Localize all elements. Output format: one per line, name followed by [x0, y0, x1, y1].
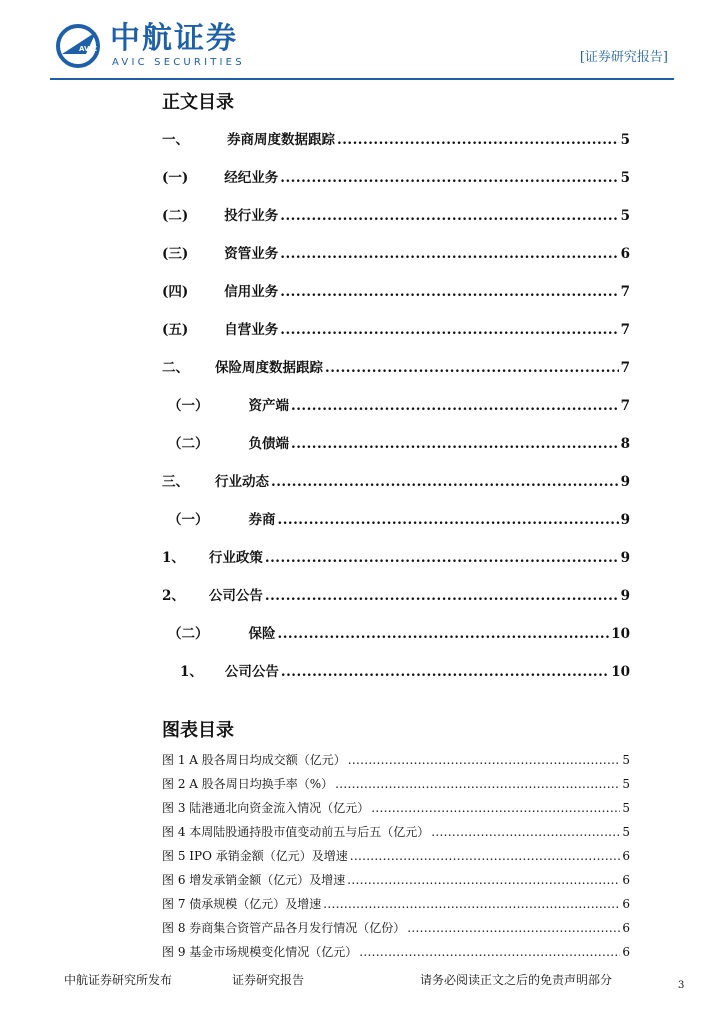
toc-entry-title: 资管业务	[224, 246, 279, 262]
toc-leader-dots	[278, 511, 619, 529]
figure-entry-page: 5	[622, 825, 630, 839]
toc-entry[interactable]	[168, 625, 630, 643]
toc-entry-title: 资产端	[248, 398, 289, 414]
figure-entry-title: 图 1 A 股各周日均成交额（亿元）	[162, 753, 346, 767]
toc-entry-number: （二）	[168, 436, 209, 452]
toc-entry-page: 10	[611, 664, 630, 680]
toc-entry-page: 9	[620, 588, 630, 604]
footer-publisher: 中航证券研究所发布	[64, 973, 173, 987]
toc-entry-page: 9	[620, 474, 630, 490]
header-divider	[50, 78, 674, 80]
toc-entry-page: 7	[620, 398, 630, 414]
footer-disclaimer: 请务必阅读正文之后的免责声明部分	[420, 973, 613, 987]
toc-entry-page: 5	[620, 132, 630, 148]
toc-entry-page: 5	[620, 208, 630, 224]
toc-entry-title: 投行业务	[224, 208, 279, 224]
avic-logo-icon	[56, 24, 100, 68]
toc-leader-dots	[325, 359, 619, 377]
toc-entry-title: 保险	[248, 626, 276, 642]
toc-entry-title: 公司公告	[208, 588, 263, 604]
figure-entry-title: 图 9 基金市场规模变化情况（亿元）	[162, 945, 358, 959]
toc-leader-dots	[280, 321, 618, 339]
toc-entry-page: 7	[620, 322, 630, 338]
toc-leader-dots	[280, 207, 618, 225]
logo-english-name: AVIC SECURITIES	[112, 57, 245, 68]
toc-entry-title: 行业动态	[215, 474, 269, 490]
figure-entry-page: 5	[622, 777, 630, 791]
toc-entry[interactable]	[180, 663, 630, 681]
toc-entry-number: （一）	[168, 512, 209, 528]
toc-entry-title: 券商周度数据跟踪	[227, 132, 335, 148]
figure-entry[interactable]	[162, 920, 630, 936]
figure-entry[interactable]	[162, 800, 630, 816]
toc-entry-number: 1、	[162, 550, 185, 566]
figure-leader-dots	[350, 848, 621, 864]
toc-entry-title: 自营业务	[224, 322, 279, 338]
toc-entry-page: 7	[620, 360, 630, 376]
toc-entry[interactable]	[162, 245, 630, 263]
figure-entry[interactable]	[162, 944, 630, 960]
toc-entry[interactable]	[168, 511, 630, 529]
toc-entry[interactable]	[162, 207, 630, 225]
toc-entry-number: 二、	[162, 360, 189, 376]
page-number: 3	[678, 980, 685, 991]
figure-entry[interactable]	[162, 872, 630, 888]
toc-leader-dots	[280, 283, 618, 301]
figure-entry-title: 图 5 IPO 承销金额（亿元）及增速	[162, 849, 348, 863]
figure-entry-page: 6	[622, 897, 630, 911]
toc-entry[interactable]	[162, 169, 630, 187]
logo-mark-text: AVIC	[79, 45, 98, 53]
toc-leader-dots	[337, 131, 619, 149]
figure-leader-dots	[359, 944, 620, 960]
toc-title: 正文目录	[162, 92, 234, 113]
page-header	[0, 0, 724, 82]
toc-entry[interactable]	[162, 321, 630, 339]
figure-entry-title: 图 7 债承规模（亿元）及增速	[162, 897, 322, 911]
toc-entry-page: 8	[620, 436, 630, 452]
toc-entry[interactable]	[162, 131, 630, 149]
figure-entry-page: 5	[622, 801, 630, 815]
figure-entry[interactable]	[162, 896, 630, 912]
toc-entry[interactable]	[168, 397, 630, 415]
figure-leader-dots	[431, 824, 620, 840]
figure-entry-title: 图 6 增发承销金额（亿元）及增速	[162, 873, 346, 887]
toc-leader-dots	[291, 397, 619, 415]
figure-leader-dots	[347, 872, 620, 888]
toc-entry-number: (四)	[162, 284, 189, 300]
toc-entry-number: 一、	[162, 132, 189, 148]
figure-entry-page: 6	[622, 945, 630, 959]
toc-leader-dots	[291, 435, 619, 453]
figures-title: 图表目录	[162, 720, 234, 741]
toc-leader-dots	[280, 245, 618, 263]
toc-entry-number: 2、	[162, 588, 185, 604]
figure-leader-dots	[335, 776, 620, 792]
toc-leader-dots	[265, 549, 619, 567]
toc-entry-title: 券商	[248, 512, 276, 528]
figure-entry[interactable]	[162, 824, 630, 840]
toc-entry[interactable]	[162, 283, 630, 301]
figure-entry-title: 图 8 券商集合资管产品各月发行情况（亿份）	[162, 921, 406, 935]
toc-entry[interactable]	[162, 587, 630, 605]
toc-entry-number: （二）	[168, 626, 209, 642]
toc-entry-title: 信用业务	[224, 284, 279, 300]
figure-leader-dots	[371, 800, 620, 816]
figure-entry-title: 图 3 陆港通北向资金流入情况（亿元）	[162, 801, 370, 815]
toc-entry-title: 行业政策	[208, 550, 263, 566]
toc-entry-number: (一)	[162, 170, 189, 186]
toc-entry-number: 三、	[162, 474, 189, 490]
toc-entry[interactable]	[168, 435, 630, 453]
figure-entry-page: 6	[622, 873, 630, 887]
toc-leader-dots	[280, 169, 618, 187]
toc-entry-page: 5	[620, 170, 630, 186]
figure-entry[interactable]	[162, 776, 630, 792]
report-type-tag: [证券研究报告]	[579, 50, 668, 65]
toc-entry-number: (二)	[162, 208, 189, 224]
figure-entry[interactable]	[162, 752, 630, 768]
toc-entry-number: (五)	[162, 322, 189, 338]
toc-entry[interactable]	[162, 549, 630, 567]
toc-leader-dots	[265, 587, 619, 605]
logo-chinese-name: 中航证券	[110, 21, 238, 56]
toc-entry[interactable]	[162, 473, 630, 491]
toc-leader-dots	[278, 625, 610, 643]
figure-entry-title: 图 2 A 股各周日均换手率（%）	[162, 777, 334, 791]
toc-entry-page: 10	[611, 626, 630, 642]
toc-entry-title: 经纪业务	[224, 170, 279, 186]
toc-entry-page: 7	[620, 284, 630, 300]
toc-entry-title: 公司公告	[224, 664, 279, 680]
figure-entry-page: 5	[622, 753, 630, 767]
toc-entry[interactable]	[162, 359, 630, 377]
toc-leader-dots	[271, 473, 619, 491]
toc-entry-page: 9	[620, 550, 630, 566]
figure-leader-dots	[348, 752, 621, 768]
figure-leader-dots	[323, 896, 620, 912]
toc-entry-page: 6	[620, 246, 630, 262]
figure-leader-dots	[407, 920, 620, 936]
toc-entry-number: (三)	[162, 246, 189, 262]
toc-entry-title: 保险周度数据跟踪	[215, 360, 323, 376]
toc-entry-number: 1、	[180, 664, 203, 680]
footer-report-type: 证券研究报告	[232, 973, 305, 987]
toc-entry-page: 9	[620, 512, 630, 528]
figure-entry[interactable]	[162, 848, 630, 864]
toc-entry-number: （一）	[168, 398, 209, 414]
toc-entry-title: 负债端	[248, 436, 289, 452]
figure-entry-page: 6	[622, 921, 630, 935]
toc-leader-dots	[281, 663, 609, 681]
figure-entry-page: 6	[622, 849, 630, 863]
figure-entry-title: 图 4 本周陆股通持股市值变动前五与后五（亿元）	[162, 825, 430, 839]
